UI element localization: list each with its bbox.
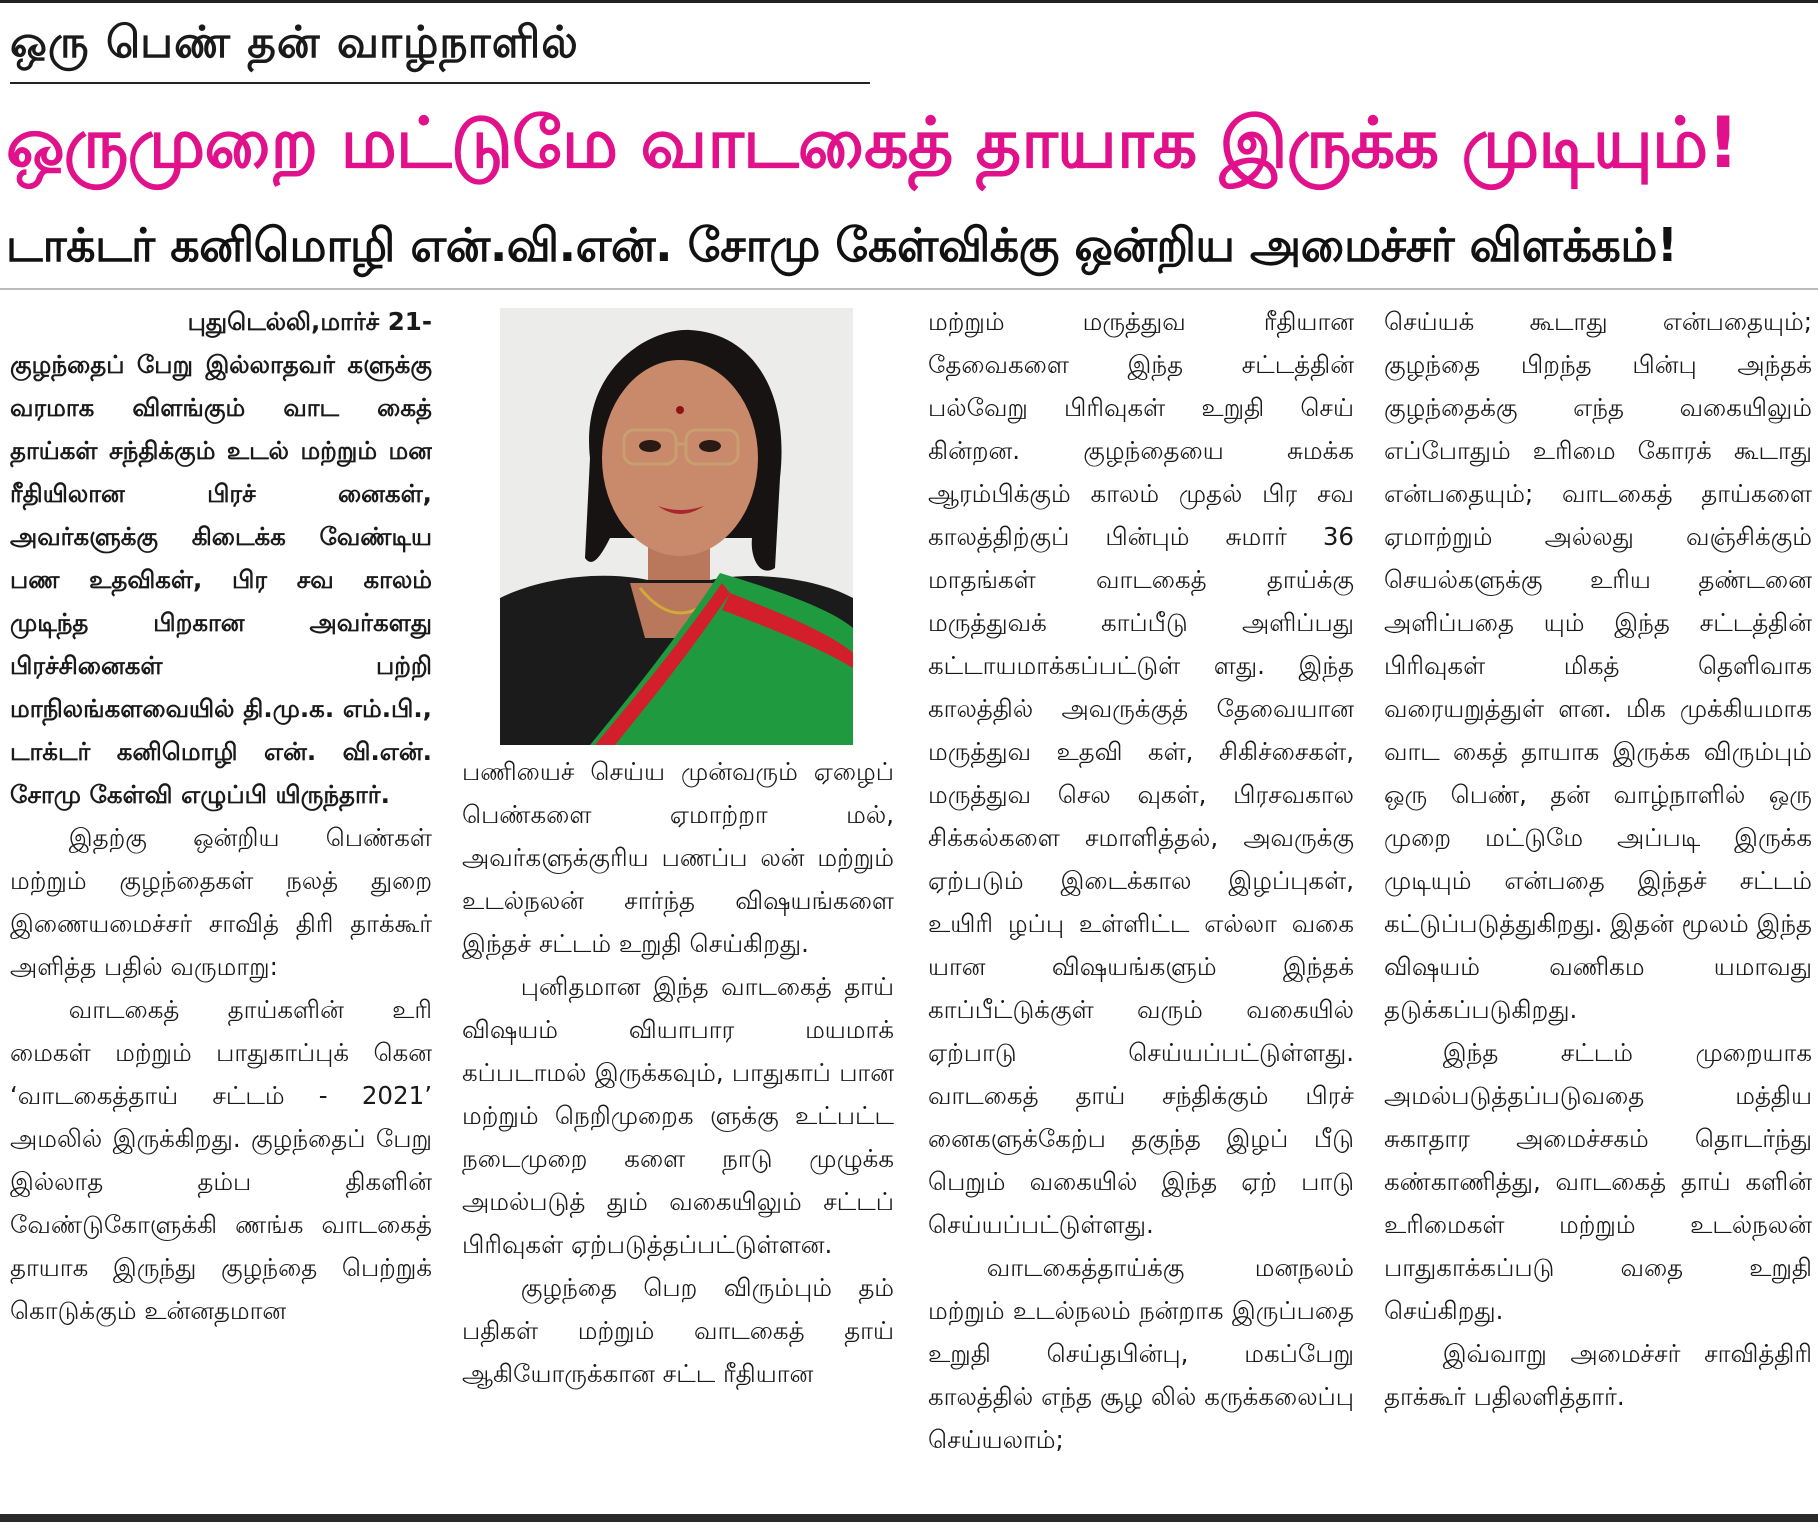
article-column-1 — [10, 300, 432, 1512]
article-column-3 — [928, 300, 1354, 1512]
headline: ஒருமுறை மட்டுமே வாடகைத் தாயாக இருக்க முடியும்! — [6, 102, 1739, 184]
kicker-text: ஒரு பெண் தன் வாழ்நாளில் — [10, 17, 579, 68]
body-paragraph: இவ்வாறு அமைச்சர் சாவித்திரி தாக்கூர் பதிலளித்தார். — [1384, 1339, 1812, 1411]
header-divider — [0, 288, 1818, 290]
kicker — [10, 8, 870, 84]
body-paragraph: குழந்தை பெற விரும்பும் தம் பதிகள் மற்றும் வாடகைத் தாய் ஆகியோருக்கான சட்ட ரீதியான — [462, 1273, 894, 1388]
article-column-2 — [462, 750, 894, 1512]
lead-paragraph: குழந்தைப் பேறு இல்லாதவர் களுக்கு வரமாக விளங்கும் வாட கைத் தாய்கள் சந்திக்கும் உடல் மற்றும் மன ரீதியிலான பிரச் னைகள், அவர்களுக்கு கிடைக்க வேண்டிய பண உதவிகள், பிர சவ காலம் முடிந்த பிறகான அவர்களது பிரச்சினைகள் பற்றி மாநிலங்களவையில் தி.மு.க. எம்.பி., டாக்டர் கனிமொழி என். வி.என். சோமு கேள்வி எழுப்பி யிருந்தார். — [10, 350, 432, 809]
dateline: புதுடெல்லி,மார்ச் 21- — [187, 307, 432, 336]
article-column-4 — [1384, 300, 1812, 1512]
body-paragraph: இதற்கு ஒன்றிய பெண்கள் மற்றும் குழந்தைகள் நலத் துறை இணையமைச்சர் சாவித் திரி தாக்கூர் அளித்த பதில் வருமாறு: — [10, 823, 432, 981]
body-paragraph: மற்றும் மருத்துவ ரீதியான தேவைகளை இந்த சட்டத்தின் பல்வேறு பிரிவுகள் உறுதி செய் கின்றன. குழந்தையை சுமக்க ஆரம்பிக்கும் காலம் முதல் பிர சவ காலத்திற்குப் பின்பும் சுமார் 36 மாதங்கள் வாடகைத் தாய்க்கு மருத்துவக் காப்பீடு அளிப்பது கட்டாயமாக்கப்பட்டுள் ளது. இந்த காலத்தில் அவருக்குத் தேவையான மருத்துவ உதவி கள், சிகிச்சைகள், மருத்துவ செல வுகள், பிரசவகால சிக்கல்களை சமாளித்தல், அவருக்கு ஏற்படும் இடைக்கால இழப்புகள், உயிரி ழப்பு உள்ளிட்ட எல்லா வகை யான விஷயங்களும் இந்தக் காப்பீட்டுக்குள் வரும் வகையில் ஏற்பாடு செய்யப்பட்டுள்ளது. வாடகைத் தாய் சந்திக்கும் பிரச் னைகளுக்கேற்ப தகுந்த இழப் பீடு பெறும் வகையில் இந்த ஏற் பாடு செய்யப்பட்டுள்ளது. — [928, 307, 1354, 1239]
minister-portrait-photo — [500, 308, 853, 745]
top-rule — [0, 0, 1818, 3]
body-paragraph: வாடகைத் தாய்களின் உரி மைகள் மற்றும் பாதுகாப்புக் கென ‘வாடகைத்தாய் சட்டம் - 2021’ அமலில் இருக்கிறது. குழந்தைப் பேறு இல்லாத தம்ப திகளின் வேண்டுகோளுக்கி ணங்க வாடகைத் தாயாக இருந்து குழந்தை பெற்றுக் கொடுக்கும் உன்னதமான — [10, 995, 432, 1325]
subheadline: டாக்டர் கனிமொழி என்.வி.என். சோமு கேள்விக்கு ஒன்றிய அமைச்சர் விளக்கம்! — [6, 218, 1678, 272]
body-paragraph: வாடகைத்தாய்க்கு மனநலம் மற்றும் உடல்நலம் நன்றாக இருப்பதை உறுதி செய்தபின்பு, மகப்பேறு காலத்தில் எந்த சூழ லில் கருக்கலைப்பு செய்யலாம்; — [928, 1253, 1354, 1454]
bottom-rule — [0, 1514, 1818, 1522]
body-paragraph: செய்யக் கூடாது என்பதையும்; குழந்தை பிறந்த பின்பு அந்தக் குழந்தைக்கு எந்த வகையிலும் எப்போதும் உரிமை கோரக் கூடாது என்பதையும்; வாடகைத் தாய்களை ஏமாற்றும் அல்லது வஞ்சிக்கும் செயல்களுக்கு உரிய தண்டனை அளிப்பதை யும் இந்த சட்டத்தின் பிரிவுகள் மிகத் தெளிவாக வரையறுத்துள் ளன. மிக முக்கியமாக வாட கைத் தாயாக இருக்க விரும்பும் ஒரு பெண், தன் வாழ்நாளில் ஒரு முறை மட்டுமே அப்படி இருக்க முடியும் என்பதை இந்தச் சட்டம் கட்டுப்படுத்துகிறது. இதன் மூலம் இந்த விஷயம் வணிகம யமாவது தடுக்கப்படுகிறது. — [1384, 307, 1812, 1024]
body-paragraph: புனிதமான இந்த வாடகைத் தாய் விஷயம் வியாபார மயமாக் கப்படாமல் இருக்கவும், பாதுகாப் பான மற்றும் நெறிமுறைக ளுக்கு உட்பட்ட நடைமுறை களை நாடு முழுக்க அமல்படுத் தும் வகையிலும் சட்டப் பிரிவுகள் ஏற்படுத்தப்பட்டுள்ளன. — [462, 972, 894, 1259]
portrait-photo-icon — [500, 308, 853, 745]
body-paragraph: பணியைச் செய்ய முன்வரும் ஏழைப் பெண்களை ஏமாற்றா மல், அவர்களுக்குரிய பணப்ப லன் மற்றும் உடல்நலன் சார்ந்த விஷயங்களை இந்தச் சட்டம் உறுதி செய்கிறது. — [462, 757, 894, 958]
body-paragraph: இந்த சட்டம் முறையாக அமல்படுத்தப்படுவதை மத்திய சுகாதார அமைச்சகம் தொடர்ந்து கண்காணித்து, வாடகைத் தாய் களின் உரிமைகள் மற்றும் உடல்நலன் பாதுகாக்கப்படு வதை உறுதி செய்கிறது. — [1384, 1038, 1812, 1325]
